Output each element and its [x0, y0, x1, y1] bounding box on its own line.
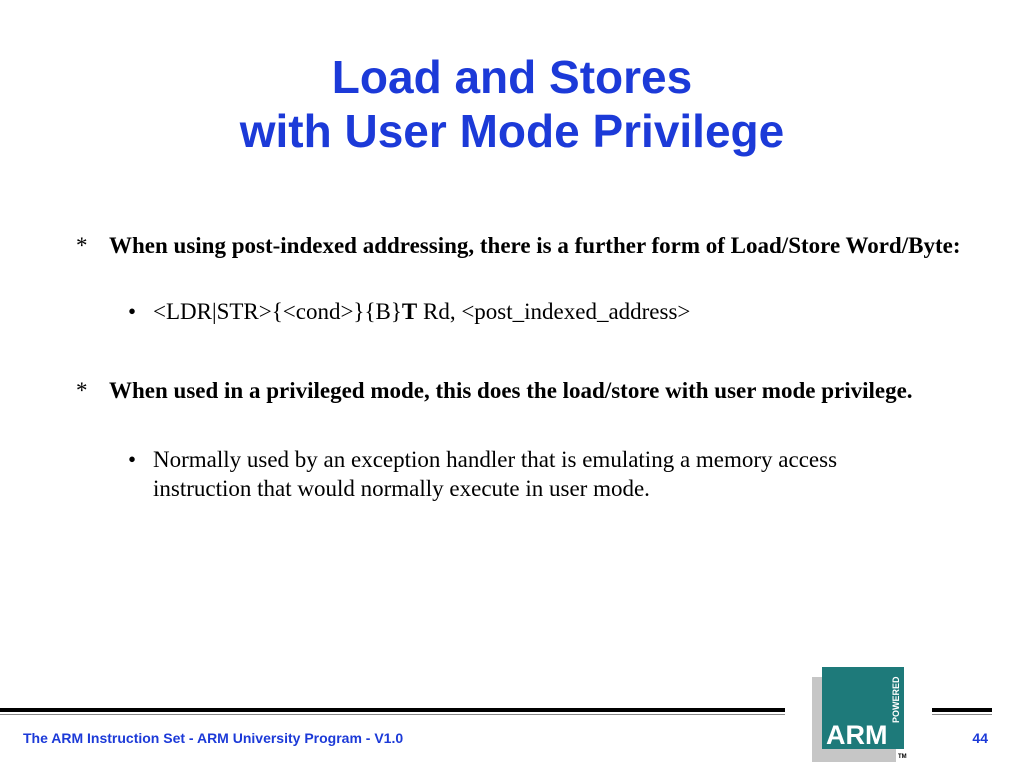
sub-bullet-marker: •: [128, 299, 137, 324]
bullet-2-text: When used in a privileged mode, this does the load/store with user mode privilege.: [109, 378, 913, 403]
bullet-1: [76, 231, 964, 260]
syntax-operands: Rd, <post_indexed_address>: [417, 299, 691, 324]
bullet-2: [76, 376, 964, 405]
bullet-marker: *: [76, 233, 88, 258]
sub-bullet-2-text: Normally used by an exception handler that is emulating a memory access instruction that would normally execute in user mode.: [153, 447, 838, 501]
syntax-t-suffix: T: [401, 299, 418, 324]
logo-arm-text: ARM: [826, 720, 888, 750]
logo-powered-text: POWERED: [891, 676, 901, 723]
page-number: 44: [972, 730, 988, 746]
footer-text: The ARM Instruction Set - ARM University Program - V1.0: [23, 730, 404, 746]
slide-title: [0, 50, 1024, 158]
sub-bullet-marker: •: [128, 447, 137, 472]
bullet-marker: *: [76, 378, 88, 403]
title-line-1: Load and Stores: [331, 51, 693, 103]
sub-bullet-1: [128, 297, 934, 326]
footer-rule-right: [932, 708, 992, 712]
logo-tm-text: TM: [898, 754, 907, 760]
bullet-1-text: When using post-indexed addressing, there is a further form of Load/Store Word/Byte:: [109, 233, 961, 258]
title-line-2: with User Mode Privilege: [239, 105, 785, 157]
syntax-prefix: <LDR|STR>{<cond>}{B}: [153, 299, 402, 324]
sub-bullet-1-text: [153, 297, 934, 326]
footer-rule-left: [0, 708, 785, 712]
sub-bullet-2: [128, 445, 934, 503]
arm-powered-logo: [812, 667, 912, 762]
footer-rule-left-shadow: [0, 714, 785, 715]
footer-rule-right-shadow: [932, 714, 992, 715]
